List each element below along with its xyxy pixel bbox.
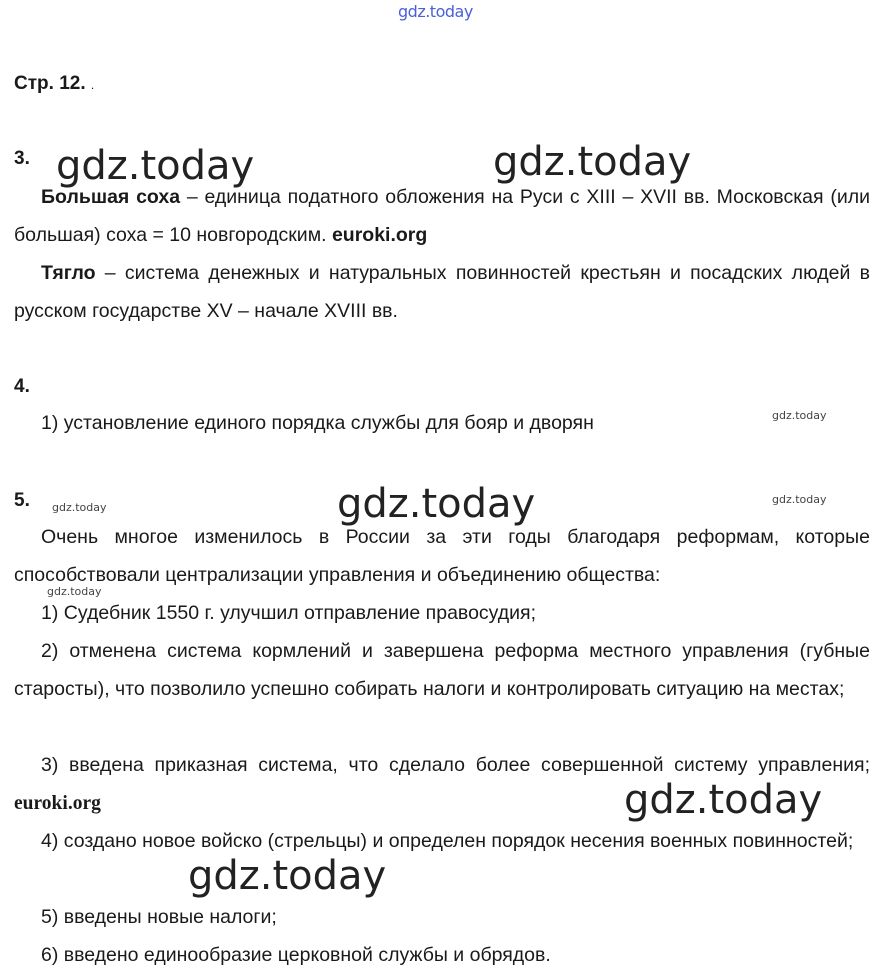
list-item: 5) введены новые налоги; (41, 906, 277, 928)
watermark-large: gdz.today (624, 777, 823, 823)
term: Большая соха (41, 186, 181, 208)
list-item: 1) Судебник 1550 г. улучшил отправление правосудия; (41, 602, 537, 624)
euroki-label: euroki.org (14, 793, 101, 814)
watermark-small: gdz.today (47, 585, 102, 598)
definition-paragraph (14, 254, 870, 330)
watermark-large: gdz.today (188, 853, 387, 899)
definition-text: – единица податного обложения на Руси с XIII – XVII вв. Московская (или большая) соха = 10 новгородским. (14, 186, 870, 246)
watermark-large: gdz.today (337, 481, 536, 527)
watermark-small: gdz.today (52, 501, 107, 514)
list-item (14, 746, 870, 823)
watermark-small: gdz.today (772, 493, 827, 506)
term: Тягло (41, 262, 96, 284)
section-number: 3. (14, 148, 30, 169)
list-item: 6) введено единообразие церковной службы и обрядов. (41, 944, 551, 966)
page-reference (14, 73, 94, 95)
intro-paragraph: Очень многое изменилось в России за эти годы благодаря реформам, которые способствовали централизации управления и объединению общества: (14, 526, 870, 586)
page-reference-label: Стр. 12. (14, 73, 86, 94)
list-item-text: 3) введена приказная система, что сделало более совершенной систему управления; (41, 754, 870, 776)
list-item: 1) установление единого порядка службы для бояр и дворян (41, 412, 594, 434)
watermark-small: gdz.today (772, 409, 827, 422)
watermark-large: gdz.today (56, 143, 255, 189)
euroki-label: euroki.org (331, 224, 428, 246)
section-number: 5. (14, 490, 30, 511)
section-number: 4. (14, 376, 30, 397)
list-item: 2) отменена система кормлений и завершена реформа местного управления (губные старосты), что позволило успешно собирать налоги и контролировать ситуацию на местах; (14, 640, 870, 700)
list-item: 4) создано новое войско (стрельцы) и определен порядок несения военных повинностей; (41, 830, 854, 852)
definition-text: – система денежных и натуральных повинностей крестьян и посадских людей в русском государстве XV – начале XVIII вв. (14, 262, 870, 322)
definition-paragraph (14, 178, 870, 254)
watermark-large: gdz.today (493, 139, 692, 185)
watermark-top: gdz.today (398, 2, 473, 21)
page-reference-tail: . (90, 78, 95, 92)
